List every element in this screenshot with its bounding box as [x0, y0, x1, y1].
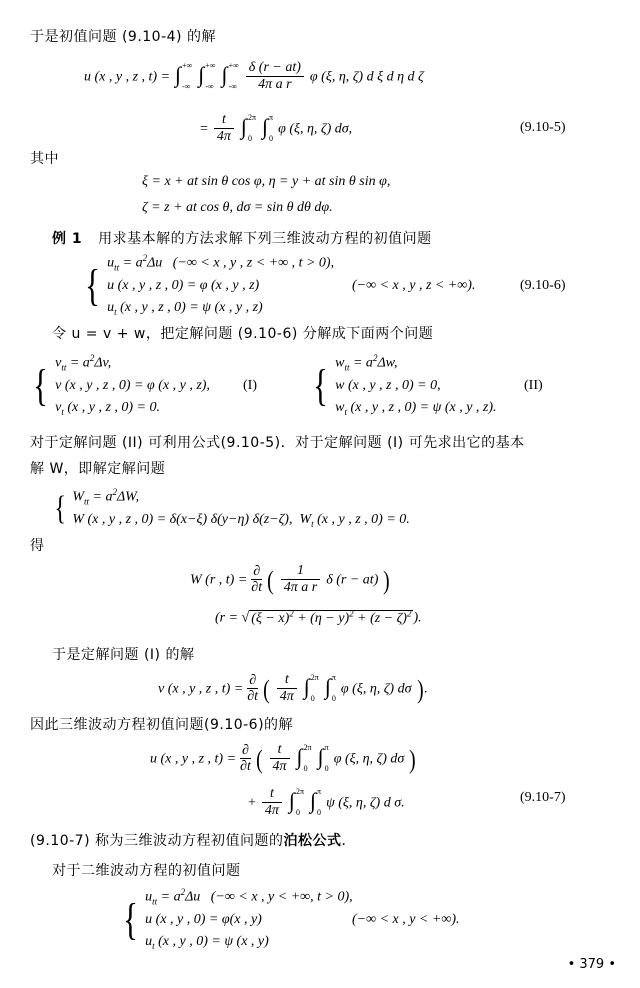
- right-paren: ): [416, 674, 424, 704]
- system-rows: [107, 252, 334, 320]
- system-row: W (x , y , z , 0) = δ(x−ξ) δ(y−η) δ(z−ζ), $W_t$ (x , y , z , 0) = 0.: [72, 512, 410, 530]
- system-row: $v_{tt} = a^2\Delta v$,: [55, 353, 112, 373]
- system-condition: (−∞ < x , y , z < +∞).: [352, 278, 476, 293]
- equation-number: (9.10-5): [520, 120, 566, 135]
- fraction: $\frac{t}{4\pi}$: [270, 742, 290, 775]
- system-rows: [72, 486, 409, 532]
- equation-system-i: [30, 352, 210, 420]
- integral-sign: ∫: [324, 674, 331, 700]
- equation-lhs: W (r , t) =: [190, 572, 248, 588]
- fraction: $\frac{1}{\text{4π a r}}$: [281, 563, 320, 596]
- partial-derivative: $\frac{\partial}{\partial t}$: [251, 563, 263, 596]
- integral-sign: ∫: [262, 114, 269, 140]
- equation-system-ii: [310, 352, 497, 420]
- equation-line: ξ = x + at sin θ cos φ, η = y + at sin θ sin φ,: [142, 174, 391, 189]
- paragraph-text: (9.10-7) 称为三维波动方程初值问题的: [30, 833, 284, 849]
- equation-number-i: (I): [243, 378, 257, 393]
- equation-lhs: v (x , y , z , t) =: [158, 681, 244, 697]
- paragraph-line: 其中: [30, 151, 59, 167]
- equation-block: [200, 112, 352, 145]
- equation-block: [215, 608, 422, 627]
- left-brace: {: [33, 360, 48, 410]
- system-row: $u_{tt} = a^2\Delta u$ (−∞ < x , y , z < +∞ , t > 0),: [107, 253, 335, 273]
- system-row: $v_t$ (x , y , z , 0) = 0.: [55, 400, 161, 417]
- paragraph-line: 于是定解问题 (I) 的解: [52, 647, 195, 663]
- left-paren: (: [255, 744, 263, 774]
- paragraph-line: 令 u = v + w，把定解问题 (9.10-6) 分解成下面两个问题: [52, 326, 434, 342]
- integral-limits: 2π 0: [303, 742, 312, 773]
- left-paren: (: [267, 565, 274, 595]
- paragraph-line: 解 W，即解定解问题: [30, 461, 166, 477]
- system-row: $u_t$ (x , y , z , 0) = ψ (x , y , z): [107, 300, 263, 317]
- integral-limits: π 0: [331, 672, 336, 703]
- system-row: v (x , y , z , 0) = φ (x , y , z),: [55, 378, 210, 394]
- system-row: w (x , y , z , 0) = 0,: [335, 378, 441, 394]
- equals-sign: =: [200, 121, 208, 137]
- integral-limits: +∞ -∞: [205, 60, 216, 91]
- equation-tail: δ (r − at): [326, 572, 379, 588]
- system-row: $w_t$ (x , y , z , 0) = ψ (x , y , z).: [335, 400, 497, 417]
- integral-limits: 2π 0: [247, 112, 256, 143]
- integral-limits: 2π 0: [295, 786, 304, 817]
- equation-block: [190, 563, 391, 596]
- paragraph-line: 对于定解问题 (II) 可利用公式(9.10-5)．对于定解问题 (I) 可先求出它的基本: [30, 435, 525, 451]
- integral-limits: 2π 0: [310, 672, 319, 703]
- left-brace: {: [85, 260, 100, 310]
- integral-limits: +∞ -∞: [182, 60, 193, 91]
- equation-tail: φ (ξ, η, ζ) d ξ d η d ζ: [309, 69, 424, 85]
- example-heading: [52, 228, 432, 248]
- fraction: $\frac{t}{4\pi}$: [214, 112, 234, 145]
- integral-limits: +∞ -∞: [228, 60, 239, 91]
- plus-sign: +: [248, 795, 256, 811]
- radical-expression: (r = √ $(\xi - x)^2 + (\eta - y)^2 + (z - \zeta)^2$ ).: [215, 608, 422, 626]
- equation-number: (9.10-6): [520, 278, 566, 293]
- system-row: $u_{tt} = a^2\Delta u$ (−∞ < x , y < +∞, t > 0),: [145, 887, 353, 907]
- left-brace: {: [123, 894, 138, 944]
- equation-system-2d: [120, 886, 353, 954]
- paragraph-line: 对于二维波动方程的初值问题: [52, 863, 241, 879]
- equation-number: (9.10-7): [520, 790, 566, 805]
- integral-sign: ∫: [288, 788, 295, 814]
- left-paren: (: [263, 674, 270, 704]
- fraction: $\frac{t}{4\pi}$: [277, 672, 297, 705]
- integral-limits: π 0: [269, 112, 274, 143]
- equation-block: [248, 786, 405, 819]
- equation-tail: ψ (ξ, η, ζ) d σ.: [326, 795, 405, 811]
- paragraph-line: 于是初值问题 (9.10-4) 的解: [30, 29, 216, 45]
- integral-sign: ∫: [317, 744, 324, 770]
- poisson-formula-term: 泊松公式: [283, 833, 342, 849]
- system-row: $w_{tt} = a^2\Delta w$,: [335, 353, 398, 373]
- paragraph-line: 得: [30, 538, 45, 554]
- equation-tail: φ (ξ, η, ζ) dσ: [333, 751, 405, 767]
- integral-sign: ∫: [310, 788, 317, 814]
- page-number: • 379 •: [567, 957, 616, 972]
- equation-block: [150, 742, 417, 775]
- equation-system-w: [52, 486, 410, 532]
- equation-block: [84, 60, 424, 93]
- right-paren: ): [383, 565, 390, 595]
- integral-sign: ∫: [221, 62, 228, 88]
- integral-sign: ∫: [303, 674, 310, 700]
- integral-sign: ∫: [175, 62, 182, 88]
- equation-number-ii: (II): [524, 378, 543, 393]
- integral-sign: ∫: [296, 744, 303, 770]
- partial-derivative: $\frac{\partial}{\partial t}$: [240, 742, 251, 775]
- system-row: $W_{tt} = a^2\Delta W$,: [72, 487, 140, 507]
- left-brace: {: [313, 360, 328, 410]
- integral-limits: π 0: [324, 742, 329, 773]
- integral-sign: ∫: [240, 114, 247, 140]
- example-text: 用求基本解的方法求解下列三维波动方程的初值问题: [98, 231, 432, 247]
- system-rows: [55, 352, 210, 420]
- equation-block: v (x , y , z , t) = $\frac{\partial}{\partial t}$ ( $\frac{t}{4\pi}$ ∫ 2π 0 ∫ π 0 φ (ξ, η, ζ) dσ ).: [158, 672, 428, 705]
- system-row: u (x , y , 0) = φ(x , y): [145, 912, 262, 928]
- paragraph-punct: ．: [341, 833, 357, 849]
- equation-tail: φ (ξ, η, ζ) dσ,: [278, 121, 353, 137]
- equation-system: [82, 252, 334, 320]
- equation-tail: φ (ξ, η, ζ) dσ: [340, 681, 412, 697]
- left-brace: {: [54, 489, 66, 527]
- equation-lhs: u (x , y , z , t) =: [150, 751, 237, 767]
- partial-derivative: $\frac{\partial}{\partial t}$: [247, 672, 259, 705]
- system-row: $u_t$ (x , y , 0) = ψ (x , y): [145, 934, 269, 951]
- fraction: $\frac{t}{4\pi}$: [262, 786, 282, 819]
- system-rows: [145, 886, 353, 954]
- paragraph-line: 因此三维波动方程初值问题(9.10-6)的解: [30, 717, 294, 733]
- system-row: u (x , y , z , 0) = φ (x , y , z): [107, 278, 260, 294]
- example-label: 例 1: [52, 231, 83, 247]
- paragraph-line: [30, 830, 356, 850]
- system-condition: (−∞ < x , y < +∞).: [352, 912, 460, 927]
- fraction: $\frac{\delta (r - at)}{\text{4π a r}}$: [246, 60, 304, 93]
- equation-lhs: u (x , y , z , t) =: [84, 69, 171, 85]
- integral-sign: ∫: [198, 62, 205, 88]
- equation-line: ζ = z + at cos θ, dσ = sin θ dθ dφ.: [142, 200, 333, 215]
- system-rows: [335, 352, 496, 420]
- integral-limits: π 0: [317, 786, 322, 817]
- right-paren: ): [409, 744, 416, 774]
